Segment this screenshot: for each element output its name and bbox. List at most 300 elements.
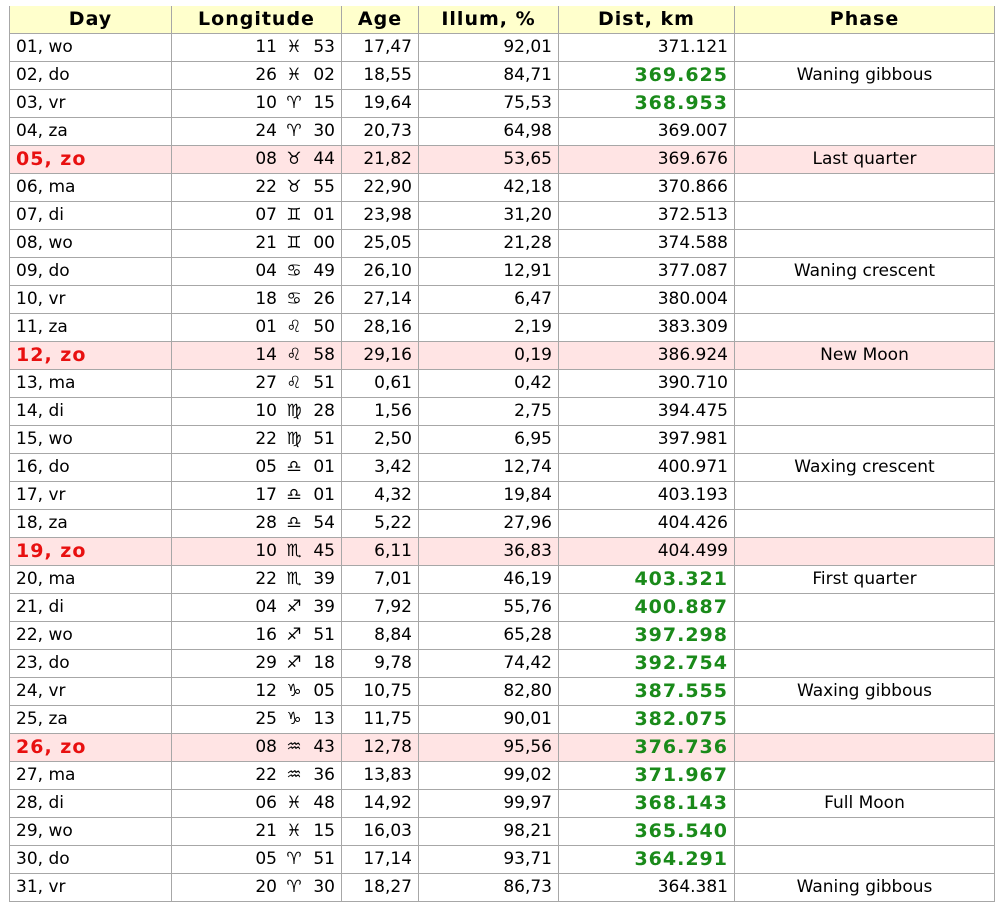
distance-cell: 397.981 bbox=[559, 426, 735, 454]
zodiac-sign-icon: ♉ bbox=[286, 177, 302, 197]
table-row bbox=[10, 734, 995, 762]
distance-cell: 397.298 bbox=[559, 622, 735, 650]
longitude-minutes: 36 bbox=[313, 765, 335, 785]
phase-cell bbox=[735, 426, 995, 454]
day-cell: 08, wo bbox=[10, 230, 172, 258]
longitude-minutes: 43 bbox=[313, 737, 335, 757]
age-cell: 11,75 bbox=[342, 706, 419, 734]
longitude-minutes: 13 bbox=[313, 709, 335, 729]
day-cell: 23, do bbox=[10, 650, 172, 678]
longitude-degrees: 11 bbox=[255, 37, 277, 57]
table-row bbox=[10, 678, 995, 706]
age-cell: 13,83 bbox=[342, 762, 419, 790]
illumination-cell: 12,74 bbox=[419, 454, 559, 482]
illumination-cell: 75,53 bbox=[419, 90, 559, 118]
table-row bbox=[10, 286, 995, 314]
distance-cell: 364.291 bbox=[559, 846, 735, 874]
distance-cell: 404.426 bbox=[559, 510, 735, 538]
age-cell: 4,32 bbox=[342, 482, 419, 510]
age-cell: 3,42 bbox=[342, 454, 419, 482]
zodiac-sign-icon: ♓ bbox=[286, 793, 302, 813]
table-row bbox=[10, 314, 995, 342]
table-row bbox=[10, 566, 995, 594]
illumination-cell: 93,71 bbox=[419, 846, 559, 874]
longitude-minutes: 18 bbox=[313, 653, 335, 673]
illumination-cell: 2,19 bbox=[419, 314, 559, 342]
age-cell: 14,92 bbox=[342, 790, 419, 818]
distance-cell: 400.971 bbox=[559, 454, 735, 482]
longitude-minutes: 30 bbox=[313, 877, 335, 897]
longitude-degrees: 21 bbox=[255, 233, 277, 253]
illumination-cell: 99,02 bbox=[419, 762, 559, 790]
longitude-degrees: 26 bbox=[255, 65, 277, 85]
day-cell: 30, do bbox=[10, 846, 172, 874]
age-cell: 12,78 bbox=[342, 734, 419, 762]
zodiac-sign-icon: ♒ bbox=[286, 737, 302, 757]
distance-cell: 369.625 bbox=[559, 62, 735, 90]
illumination-cell: 84,71 bbox=[419, 62, 559, 90]
longitude-degrees: 27 bbox=[255, 373, 277, 393]
table-row bbox=[10, 594, 995, 622]
longitude-cell bbox=[172, 90, 342, 118]
illumination-cell: 42,18 bbox=[419, 174, 559, 202]
age-cell: 9,78 bbox=[342, 650, 419, 678]
phase-cell: New Moon bbox=[735, 342, 995, 370]
age-cell: 17,14 bbox=[342, 846, 419, 874]
age-cell: 6,11 bbox=[342, 538, 419, 566]
phase-cell bbox=[735, 734, 995, 762]
longitude-minutes: 01 bbox=[313, 457, 335, 477]
day-cell: 18, za bbox=[10, 510, 172, 538]
distance-cell: 370.866 bbox=[559, 174, 735, 202]
longitude-degrees: 29 bbox=[255, 653, 277, 673]
phase-cell: Waning gibbous bbox=[735, 874, 995, 902]
age-cell: 27,14 bbox=[342, 286, 419, 314]
distance-cell: 403.193 bbox=[559, 482, 735, 510]
phase-cell bbox=[735, 846, 995, 874]
zodiac-sign-icon: ♐ bbox=[286, 653, 302, 673]
longitude-cell bbox=[172, 538, 342, 566]
age-cell: 16,03 bbox=[342, 818, 419, 846]
age-cell: 0,61 bbox=[342, 370, 419, 398]
distance-cell: 380.004 bbox=[559, 286, 735, 314]
zodiac-sign-icon: ♑ bbox=[286, 709, 302, 729]
table-row bbox=[10, 34, 995, 62]
illumination-cell: 12,91 bbox=[419, 258, 559, 286]
illumination-cell: 6,95 bbox=[419, 426, 559, 454]
age-cell: 7,92 bbox=[342, 594, 419, 622]
longitude-cell bbox=[172, 62, 342, 90]
phase-cell bbox=[735, 230, 995, 258]
distance-cell: 376.736 bbox=[559, 734, 735, 762]
longitude-degrees: 06 bbox=[255, 793, 277, 813]
longitude-minutes: 49 bbox=[313, 261, 335, 281]
longitude-cell bbox=[172, 398, 342, 426]
table-row bbox=[10, 650, 995, 678]
illumination-cell: 99,97 bbox=[419, 790, 559, 818]
day-cell: 24, vr bbox=[10, 678, 172, 706]
phase-cell bbox=[735, 594, 995, 622]
table-row bbox=[10, 370, 995, 398]
longitude-degrees: 08 bbox=[255, 737, 277, 757]
day-cell: 02, do bbox=[10, 62, 172, 90]
longitude-degrees: 08 bbox=[255, 149, 277, 169]
phase-cell: Waxing gibbous bbox=[735, 678, 995, 706]
age-cell: 20,73 bbox=[342, 118, 419, 146]
table-row bbox=[10, 482, 995, 510]
distance-cell: 404.499 bbox=[559, 538, 735, 566]
zodiac-sign-icon: ♌ bbox=[286, 345, 302, 365]
distance-cell: 368.953 bbox=[559, 90, 735, 118]
longitude-cell bbox=[172, 258, 342, 286]
day-cell: 19, zo bbox=[10, 538, 172, 566]
distance-cell: 365.540 bbox=[559, 818, 735, 846]
illumination-cell: 2,75 bbox=[419, 398, 559, 426]
illumination-cell: 65,28 bbox=[419, 622, 559, 650]
longitude-degrees: 12 bbox=[255, 681, 277, 701]
zodiac-sign-icon: ♈ bbox=[286, 93, 302, 113]
illumination-cell: 46,19 bbox=[419, 566, 559, 594]
table-row bbox=[10, 510, 995, 538]
table-row bbox=[10, 846, 995, 874]
longitude-degrees: 22 bbox=[255, 569, 277, 589]
longitude-cell bbox=[172, 622, 342, 650]
table-row bbox=[10, 426, 995, 454]
phase-cell bbox=[735, 34, 995, 62]
table-row bbox=[10, 258, 995, 286]
distance-cell: 368.143 bbox=[559, 790, 735, 818]
day-cell: 12, zo bbox=[10, 342, 172, 370]
distance-cell: 383.309 bbox=[559, 314, 735, 342]
longitude-cell bbox=[172, 342, 342, 370]
day-cell: 20, ma bbox=[10, 566, 172, 594]
illumination-cell: 6,47 bbox=[419, 286, 559, 314]
day-cell: 03, vr bbox=[10, 90, 172, 118]
longitude-minutes: 15 bbox=[313, 93, 335, 113]
longitude-cell bbox=[172, 174, 342, 202]
phase-cell bbox=[735, 90, 995, 118]
zodiac-sign-icon: ♎ bbox=[286, 513, 302, 533]
longitude-degrees: 25 bbox=[255, 709, 277, 729]
day-cell: 10, vr bbox=[10, 286, 172, 314]
longitude-degrees: 10 bbox=[255, 93, 277, 113]
zodiac-sign-icon: ♏ bbox=[286, 541, 302, 561]
header-age: Age bbox=[342, 6, 419, 34]
zodiac-sign-icon: ♌ bbox=[286, 317, 302, 337]
illumination-cell: 95,56 bbox=[419, 734, 559, 762]
zodiac-sign-icon: ♐ bbox=[286, 597, 302, 617]
age-cell: 18,55 bbox=[342, 62, 419, 90]
zodiac-sign-icon: ♏ bbox=[286, 569, 302, 589]
longitude-degrees: 22 bbox=[255, 429, 277, 449]
distance-cell: 369.676 bbox=[559, 146, 735, 174]
phase-cell bbox=[735, 118, 995, 146]
longitude-minutes: 00 bbox=[313, 233, 335, 253]
longitude-minutes: 01 bbox=[313, 205, 335, 225]
table-row bbox=[10, 118, 995, 146]
age-cell: 25,05 bbox=[342, 230, 419, 258]
longitude-minutes: 50 bbox=[313, 317, 335, 337]
distance-cell: 400.887 bbox=[559, 594, 735, 622]
longitude-cell bbox=[172, 230, 342, 258]
age-cell: 2,50 bbox=[342, 426, 419, 454]
phase-cell bbox=[735, 818, 995, 846]
zodiac-sign-icon: ♈ bbox=[286, 877, 302, 897]
age-cell: 28,16 bbox=[342, 314, 419, 342]
distance-cell: 394.475 bbox=[559, 398, 735, 426]
day-cell: 07, di bbox=[10, 202, 172, 230]
illumination-cell: 98,21 bbox=[419, 818, 559, 846]
longitude-minutes: 05 bbox=[313, 681, 335, 701]
distance-cell: 374.588 bbox=[559, 230, 735, 258]
zodiac-sign-icon: ♍ bbox=[286, 401, 302, 421]
longitude-degrees: 18 bbox=[255, 289, 277, 309]
illumination-cell: 0,19 bbox=[419, 342, 559, 370]
day-cell: 16, do bbox=[10, 454, 172, 482]
day-cell: 04, za bbox=[10, 118, 172, 146]
longitude-cell bbox=[172, 818, 342, 846]
distance-cell: 392.754 bbox=[559, 650, 735, 678]
phase-cell bbox=[735, 398, 995, 426]
zodiac-sign-icon: ♒ bbox=[286, 765, 302, 785]
longitude-minutes: 51 bbox=[313, 373, 335, 393]
day-cell: 31, vr bbox=[10, 874, 172, 902]
zodiac-sign-icon: ♋ bbox=[286, 261, 302, 281]
distance-cell: 377.087 bbox=[559, 258, 735, 286]
longitude-cell bbox=[172, 314, 342, 342]
longitude-minutes: 51 bbox=[313, 429, 335, 449]
longitude-cell bbox=[172, 482, 342, 510]
longitude-minutes: 28 bbox=[313, 401, 335, 421]
day-cell: 01, wo bbox=[10, 34, 172, 62]
distance-cell: 390.710 bbox=[559, 370, 735, 398]
longitude-cell bbox=[172, 650, 342, 678]
longitude-minutes: 15 bbox=[313, 821, 335, 841]
day-cell: 15, wo bbox=[10, 426, 172, 454]
zodiac-sign-icon: ♈ bbox=[286, 121, 302, 141]
phase-cell: Full Moon bbox=[735, 790, 995, 818]
table-row bbox=[10, 398, 995, 426]
zodiac-sign-icon: ♓ bbox=[286, 37, 302, 57]
phase-cell bbox=[735, 174, 995, 202]
day-cell: 06, ma bbox=[10, 174, 172, 202]
age-cell: 23,98 bbox=[342, 202, 419, 230]
illumination-cell: 82,80 bbox=[419, 678, 559, 706]
age-cell: 18,27 bbox=[342, 874, 419, 902]
moon-ephemeris-table bbox=[9, 6, 995, 902]
phase-cell bbox=[735, 650, 995, 678]
phase-cell bbox=[735, 622, 995, 650]
longitude-minutes: 02 bbox=[313, 65, 335, 85]
phase-cell bbox=[735, 370, 995, 398]
longitude-degrees: 10 bbox=[255, 541, 277, 561]
longitude-degrees: 04 bbox=[255, 261, 277, 281]
longitude-degrees: 05 bbox=[255, 849, 277, 869]
longitude-minutes: 51 bbox=[313, 625, 335, 645]
longitude-degrees: 17 bbox=[255, 485, 277, 505]
illumination-cell: 0,42 bbox=[419, 370, 559, 398]
age-cell: 29,16 bbox=[342, 342, 419, 370]
longitude-cell bbox=[172, 846, 342, 874]
phase-cell bbox=[735, 510, 995, 538]
phase-cell bbox=[735, 286, 995, 314]
illumination-cell: 86,73 bbox=[419, 874, 559, 902]
table-row bbox=[10, 62, 995, 90]
table-row bbox=[10, 706, 995, 734]
age-cell: 5,22 bbox=[342, 510, 419, 538]
day-cell: 29, wo bbox=[10, 818, 172, 846]
zodiac-sign-icon: ♌ bbox=[286, 373, 302, 393]
longitude-degrees: 01 bbox=[255, 317, 277, 337]
phase-cell: Waning gibbous bbox=[735, 62, 995, 90]
illumination-cell: 27,96 bbox=[419, 510, 559, 538]
longitude-degrees: 05 bbox=[255, 457, 277, 477]
table-row bbox=[10, 202, 995, 230]
header-row bbox=[10, 6, 995, 34]
zodiac-sign-icon: ♓ bbox=[286, 821, 302, 841]
longitude-minutes: 48 bbox=[313, 793, 335, 813]
illumination-cell: 53,65 bbox=[419, 146, 559, 174]
longitude-minutes: 26 bbox=[313, 289, 335, 309]
distance-cell: 386.924 bbox=[559, 342, 735, 370]
age-cell: 7,01 bbox=[342, 566, 419, 594]
age-cell: 17,47 bbox=[342, 34, 419, 62]
day-cell: 11, za bbox=[10, 314, 172, 342]
zodiac-sign-icon: ♈ bbox=[286, 849, 302, 869]
phase-cell bbox=[735, 706, 995, 734]
longitude-cell bbox=[172, 762, 342, 790]
longitude-minutes: 39 bbox=[313, 597, 335, 617]
longitude-cell bbox=[172, 454, 342, 482]
longitude-cell bbox=[172, 566, 342, 594]
distance-cell: 387.555 bbox=[559, 678, 735, 706]
phase-cell: Waxing crescent bbox=[735, 454, 995, 482]
longitude-cell bbox=[172, 874, 342, 902]
age-cell: 1,56 bbox=[342, 398, 419, 426]
table-row bbox=[10, 818, 995, 846]
illumination-cell: 36,83 bbox=[419, 538, 559, 566]
longitude-cell bbox=[172, 510, 342, 538]
longitude-degrees: 22 bbox=[255, 765, 277, 785]
phase-cell bbox=[735, 482, 995, 510]
phase-cell bbox=[735, 314, 995, 342]
zodiac-sign-icon: ♊ bbox=[286, 233, 302, 253]
longitude-minutes: 58 bbox=[313, 345, 335, 365]
header-distance: Dist, km bbox=[559, 6, 735, 34]
longitude-degrees: 14 bbox=[255, 345, 277, 365]
age-cell: 8,84 bbox=[342, 622, 419, 650]
table-row bbox=[10, 454, 995, 482]
longitude-degrees: 28 bbox=[255, 513, 277, 533]
distance-cell: 371.967 bbox=[559, 762, 735, 790]
phase-cell bbox=[735, 202, 995, 230]
distance-cell: 372.513 bbox=[559, 202, 735, 230]
table-row bbox=[10, 538, 995, 566]
table-row bbox=[10, 874, 995, 902]
longitude-degrees: 21 bbox=[255, 821, 277, 841]
table-row bbox=[10, 230, 995, 258]
table-row bbox=[10, 146, 995, 174]
table-body bbox=[10, 34, 995, 902]
longitude-minutes: 51 bbox=[313, 849, 335, 869]
zodiac-sign-icon: ♊ bbox=[286, 205, 302, 225]
longitude-cell bbox=[172, 426, 342, 454]
header-phase: Phase bbox=[735, 6, 995, 34]
phase-cell: Last quarter bbox=[735, 146, 995, 174]
longitude-minutes: 55 bbox=[313, 177, 335, 197]
day-cell: 17, vr bbox=[10, 482, 172, 510]
longitude-cell bbox=[172, 34, 342, 62]
illumination-cell: 92,01 bbox=[419, 34, 559, 62]
table-row bbox=[10, 342, 995, 370]
header-illumination: Illum, % bbox=[419, 6, 559, 34]
illumination-cell: 64,98 bbox=[419, 118, 559, 146]
age-cell: 19,64 bbox=[342, 90, 419, 118]
longitude-cell bbox=[172, 118, 342, 146]
longitude-minutes: 01 bbox=[313, 485, 335, 505]
distance-cell: 371.121 bbox=[559, 34, 735, 62]
longitude-cell bbox=[172, 370, 342, 398]
longitude-degrees: 22 bbox=[255, 177, 277, 197]
longitude-degrees: 16 bbox=[255, 625, 277, 645]
longitude-cell bbox=[172, 594, 342, 622]
day-cell: 05, zo bbox=[10, 146, 172, 174]
day-cell: 26, zo bbox=[10, 734, 172, 762]
table-row bbox=[10, 762, 995, 790]
zodiac-sign-icon: ♎ bbox=[286, 485, 302, 505]
phase-cell bbox=[735, 538, 995, 566]
longitude-minutes: 30 bbox=[313, 121, 335, 141]
longitude-cell bbox=[172, 706, 342, 734]
longitude-degrees: 04 bbox=[255, 597, 277, 617]
age-cell: 22,90 bbox=[342, 174, 419, 202]
table-row bbox=[10, 622, 995, 650]
longitude-minutes: 54 bbox=[313, 513, 335, 533]
distance-cell: 369.007 bbox=[559, 118, 735, 146]
phase-cell: First quarter bbox=[735, 566, 995, 594]
zodiac-sign-icon: ♑ bbox=[286, 681, 302, 701]
longitude-degrees: 10 bbox=[255, 401, 277, 421]
age-cell: 10,75 bbox=[342, 678, 419, 706]
longitude-cell bbox=[172, 146, 342, 174]
longitude-degrees: 07 bbox=[255, 205, 277, 225]
longitude-cell bbox=[172, 202, 342, 230]
longitude-cell bbox=[172, 678, 342, 706]
longitude-degrees: 20 bbox=[255, 877, 277, 897]
longitude-cell bbox=[172, 790, 342, 818]
zodiac-sign-icon: ♓ bbox=[286, 65, 302, 85]
zodiac-sign-icon: ♐ bbox=[286, 625, 302, 645]
table-row bbox=[10, 174, 995, 202]
table-row bbox=[10, 90, 995, 118]
phase-cell: Waning crescent bbox=[735, 258, 995, 286]
illumination-cell: 21,28 bbox=[419, 230, 559, 258]
zodiac-sign-icon: ♋ bbox=[286, 289, 302, 309]
illumination-cell: 31,20 bbox=[419, 202, 559, 230]
day-cell: 22, wo bbox=[10, 622, 172, 650]
age-cell: 21,82 bbox=[342, 146, 419, 174]
phase-cell bbox=[735, 762, 995, 790]
distance-cell: 382.075 bbox=[559, 706, 735, 734]
zodiac-sign-icon: ♎ bbox=[286, 457, 302, 477]
table-row bbox=[10, 790, 995, 818]
zodiac-sign-icon: ♍ bbox=[286, 429, 302, 449]
day-cell: 27, ma bbox=[10, 762, 172, 790]
longitude-minutes: 45 bbox=[313, 541, 335, 561]
day-cell: 21, di bbox=[10, 594, 172, 622]
day-cell: 25, za bbox=[10, 706, 172, 734]
longitude-cell bbox=[172, 286, 342, 314]
